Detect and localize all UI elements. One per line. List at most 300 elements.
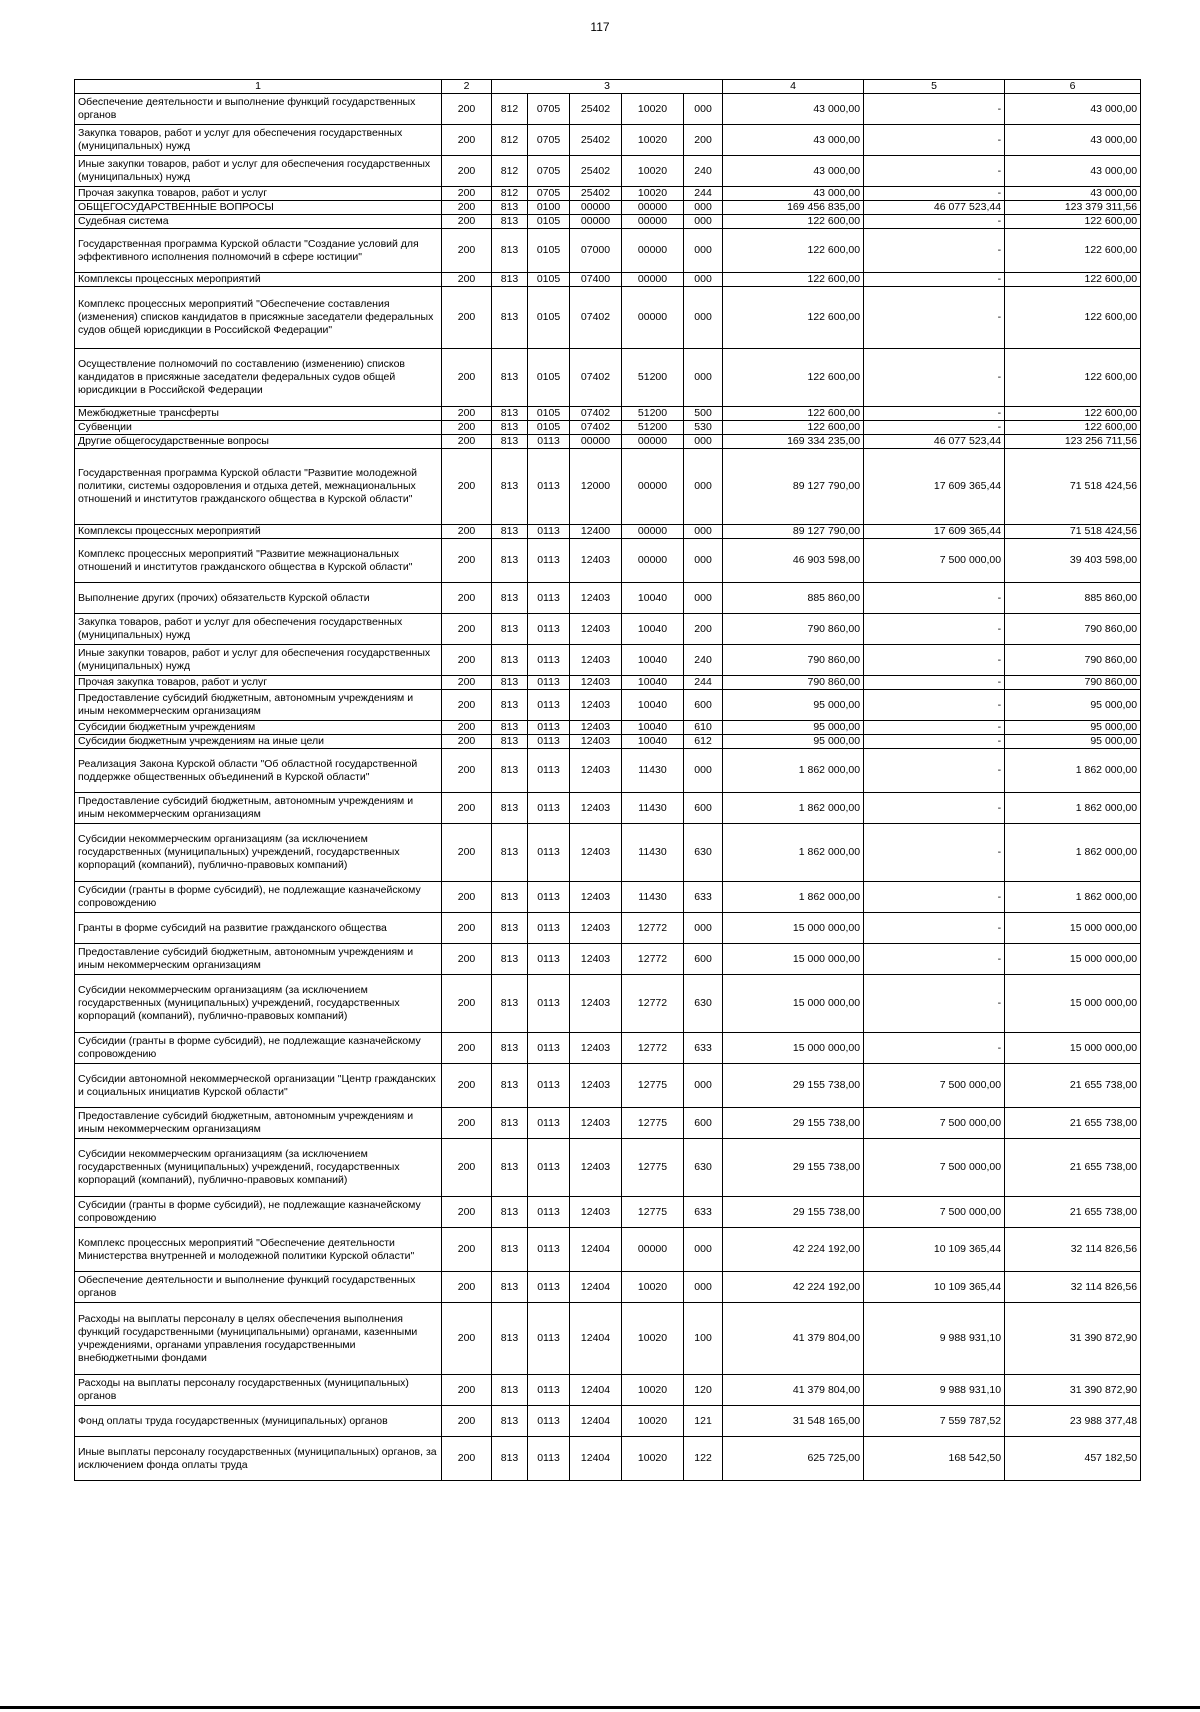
page-number: 117 — [590, 20, 610, 34]
value-col-5: - — [864, 882, 1005, 913]
code-direction: 10020 — [622, 125, 684, 156]
code-section: 0113 — [528, 1406, 570, 1437]
code-section: 0113 — [528, 1139, 570, 1197]
header-col-4: 4 — [723, 80, 864, 94]
row-name: Иные закупки товаров, работ и услуг для обеспечения государственных (муниципальных) нужд — [75, 645, 442, 676]
value-col-5: - — [864, 735, 1005, 749]
code-section: 0100 — [528, 201, 570, 215]
value-col-6: 123 256 711,56 — [1005, 435, 1141, 449]
code-admin: 200 — [442, 287, 492, 349]
row-name: Прочая закупка товаров, работ и услуг — [75, 187, 442, 201]
code-ministry: 813 — [492, 525, 528, 539]
table-row — [75, 913, 1141, 944]
code-direction: 10020 — [622, 1437, 684, 1481]
table-row — [75, 735, 1141, 749]
value-col-5: - — [864, 690, 1005, 721]
value-col-4: 122 600,00 — [723, 349, 864, 407]
table-row — [75, 215, 1141, 229]
header-row — [75, 80, 1141, 94]
value-col-6: 21 655 738,00 — [1005, 1064, 1141, 1108]
row-name: Расходы на выплаты персоналу государственных (муниципальных) органов — [75, 1375, 442, 1406]
value-col-5: - — [864, 94, 1005, 125]
code-program: 07402 — [570, 421, 622, 435]
value-col-6: 15 000 000,00 — [1005, 913, 1141, 944]
table-row — [75, 1108, 1141, 1139]
code-ministry: 812 — [492, 156, 528, 187]
code-expense-type: 244 — [684, 676, 723, 690]
table-row — [75, 690, 1141, 721]
value-col-5: - — [864, 156, 1005, 187]
value-col-4: 29 155 738,00 — [723, 1108, 864, 1139]
value-col-4: 42 224 192,00 — [723, 1228, 864, 1272]
code-expense-type: 244 — [684, 187, 723, 201]
code-ministry: 813 — [492, 421, 528, 435]
table-row — [75, 94, 1141, 125]
value-col-6: 31 390 872,90 — [1005, 1375, 1141, 1406]
table-row — [75, 1406, 1141, 1437]
value-col-6: 790 860,00 — [1005, 645, 1141, 676]
table-row — [75, 525, 1141, 539]
code-direction: 10020 — [622, 156, 684, 187]
value-col-5: - — [864, 583, 1005, 614]
code-admin: 200 — [442, 944, 492, 975]
table-row — [75, 583, 1141, 614]
code-direction: 00000 — [622, 215, 684, 229]
code-ministry: 813 — [492, 1406, 528, 1437]
value-col-6: 43 000,00 — [1005, 156, 1141, 187]
code-admin: 200 — [442, 676, 492, 690]
code-admin: 200 — [442, 449, 492, 525]
code-section: 0113 — [528, 1437, 570, 1481]
code-section: 0113 — [528, 525, 570, 539]
code-direction: 00000 — [622, 449, 684, 525]
table-row — [75, 435, 1141, 449]
code-section: 0705 — [528, 156, 570, 187]
code-expense-type: 000 — [684, 449, 723, 525]
code-direction: 12772 — [622, 975, 684, 1033]
row-name: Реализация Закона Курской области "Об областной государственной поддержке общественных объединений в Курской области" — [75, 749, 442, 793]
code-direction: 00000 — [622, 201, 684, 215]
value-col-6: 23 988 377,48 — [1005, 1406, 1141, 1437]
value-col-4: 122 600,00 — [723, 229, 864, 273]
code-section: 0113 — [528, 721, 570, 735]
code-program: 25402 — [570, 94, 622, 125]
code-admin: 200 — [442, 229, 492, 273]
row-name: Субсидии некоммерческим организациям (за исключением государственных (муниципальных) учреждений, государственных корпораций (компаний), публично-правовых компаний) — [75, 824, 442, 882]
code-program: 12403 — [570, 1197, 622, 1228]
value-col-4: 95 000,00 — [723, 735, 864, 749]
code-direction: 00000 — [622, 287, 684, 349]
value-col-5: - — [864, 749, 1005, 793]
table-row — [75, 1375, 1141, 1406]
code-admin: 200 — [442, 793, 492, 824]
code-expense-type: 000 — [684, 539, 723, 583]
value-col-6: 122 600,00 — [1005, 421, 1141, 435]
code-ministry: 813 — [492, 435, 528, 449]
value-col-6: 71 518 424,56 — [1005, 525, 1141, 539]
row-name: Осуществление полномочий по составлению (изменению) списков кандидатов в присяжные заседатели федеральных судов общей юрисдикции в Российской Федерации — [75, 349, 442, 407]
row-name: Субсидии бюджетным учреждениям на иные цели — [75, 735, 442, 749]
code-admin: 200 — [442, 539, 492, 583]
header-col-2: 2 — [442, 80, 492, 94]
row-name: Комплексы процессных мероприятий — [75, 273, 442, 287]
code-ministry: 813 — [492, 882, 528, 913]
value-col-4: 42 224 192,00 — [723, 1272, 864, 1303]
table-row — [75, 824, 1141, 882]
code-direction: 10040 — [622, 645, 684, 676]
value-col-6: 32 114 826,56 — [1005, 1272, 1141, 1303]
value-col-4: 29 155 738,00 — [723, 1197, 864, 1228]
code-ministry: 813 — [492, 229, 528, 273]
value-col-5: - — [864, 349, 1005, 407]
value-col-4: 43 000,00 — [723, 94, 864, 125]
value-col-5: 168 542,50 — [864, 1437, 1005, 1481]
value-col-4: 1 862 000,00 — [723, 793, 864, 824]
code-expense-type: 600 — [684, 944, 723, 975]
row-name: Комплекс процессных мероприятий "Обеспечение составления (изменения) списков кандидатов в присяжные заседатели федеральных судов общей юрисдикции в Российской Федерации" — [75, 287, 442, 349]
row-name: Предоставление субсидий бюджетным, автономным учреждениям и иным некоммерческим организациям — [75, 944, 442, 975]
code-program: 12403 — [570, 1139, 622, 1197]
code-direction: 00000 — [622, 525, 684, 539]
table-row — [75, 1033, 1141, 1064]
code-expense-type: 000 — [684, 349, 723, 407]
value-col-5: 9 988 931,10 — [864, 1375, 1005, 1406]
code-program: 12403 — [570, 690, 622, 721]
code-section: 0105 — [528, 273, 570, 287]
code-program: 25402 — [570, 125, 622, 156]
code-section: 0113 — [528, 1064, 570, 1108]
code-expense-type: 100 — [684, 1303, 723, 1375]
code-expense-type: 612 — [684, 735, 723, 749]
code-expense-type: 530 — [684, 421, 723, 435]
value-col-5: - — [864, 125, 1005, 156]
value-col-5: - — [864, 824, 1005, 882]
value-col-6: 21 655 738,00 — [1005, 1197, 1141, 1228]
code-section: 0113 — [528, 1033, 570, 1064]
code-section: 0113 — [528, 1108, 570, 1139]
table-row — [75, 407, 1141, 421]
row-name: Судебная система — [75, 215, 442, 229]
table-row — [75, 539, 1141, 583]
value-col-5: 10 109 365,44 — [864, 1272, 1005, 1303]
value-col-5: - — [864, 975, 1005, 1033]
value-col-5: - — [864, 421, 1005, 435]
code-section: 0113 — [528, 539, 570, 583]
code-program: 12403 — [570, 539, 622, 583]
code-section: 0113 — [528, 1272, 570, 1303]
value-col-6: 790 860,00 — [1005, 614, 1141, 645]
value-col-5: - — [864, 721, 1005, 735]
table-row — [75, 1303, 1141, 1375]
code-direction: 12775 — [622, 1064, 684, 1108]
code-ministry: 813 — [492, 690, 528, 721]
table-row — [75, 187, 1141, 201]
table-row — [75, 1272, 1141, 1303]
table-row — [75, 975, 1141, 1033]
code-admin: 200 — [442, 421, 492, 435]
code-ministry: 813 — [492, 583, 528, 614]
value-col-4: 15 000 000,00 — [723, 944, 864, 975]
code-ministry: 813 — [492, 975, 528, 1033]
code-section: 0105 — [528, 215, 570, 229]
code-ministry: 813 — [492, 1033, 528, 1064]
code-admin: 200 — [442, 1437, 492, 1481]
table-row — [75, 156, 1141, 187]
value-col-5: 9 988 931,10 — [864, 1303, 1005, 1375]
value-col-6: 123 379 311,56 — [1005, 201, 1141, 215]
code-program: 25402 — [570, 156, 622, 187]
code-admin: 200 — [442, 215, 492, 229]
code-ministry: 813 — [492, 273, 528, 287]
code-direction: 10040 — [622, 690, 684, 721]
value-col-6: 457 182,50 — [1005, 1437, 1141, 1481]
code-admin: 200 — [442, 1139, 492, 1197]
value-col-6: 122 600,00 — [1005, 407, 1141, 421]
code-program: 07402 — [570, 287, 622, 349]
code-section: 0113 — [528, 690, 570, 721]
code-admin: 200 — [442, 1406, 492, 1437]
code-section: 0105 — [528, 421, 570, 435]
row-name: Фонд оплаты труда государственных (муниципальных) органов — [75, 1406, 442, 1437]
code-expense-type: 000 — [684, 583, 723, 614]
code-admin: 200 — [442, 273, 492, 287]
value-col-4: 1 862 000,00 — [723, 824, 864, 882]
value-col-5: - — [864, 1033, 1005, 1064]
row-name: Предоставление субсидий бюджетным, автономным учреждениям и иным некоммерческим организациям — [75, 690, 442, 721]
code-admin: 200 — [442, 824, 492, 882]
value-col-4: 885 860,00 — [723, 583, 864, 614]
code-admin: 200 — [442, 690, 492, 721]
row-name: Выполнение других (прочих) обязательств Курской области — [75, 583, 442, 614]
code-direction: 12772 — [622, 1033, 684, 1064]
row-name: Иные выплаты персоналу государственных (муниципальных) органов, за исключением фонда оплаты труда — [75, 1437, 442, 1481]
value-col-4: 29 155 738,00 — [723, 1064, 864, 1108]
value-col-4: 95 000,00 — [723, 690, 864, 721]
code-direction: 10040 — [622, 614, 684, 645]
value-col-4: 122 600,00 — [723, 407, 864, 421]
code-section: 0105 — [528, 287, 570, 349]
code-section: 0113 — [528, 1375, 570, 1406]
code-ministry: 813 — [492, 1272, 528, 1303]
code-program: 12000 — [570, 449, 622, 525]
table-row — [75, 349, 1141, 407]
code-ministry: 813 — [492, 749, 528, 793]
code-section: 0705 — [528, 125, 570, 156]
code-program: 07400 — [570, 273, 622, 287]
code-program: 07402 — [570, 349, 622, 407]
code-direction: 10040 — [622, 676, 684, 690]
table-row — [75, 421, 1141, 435]
code-expense-type: 000 — [684, 94, 723, 125]
table-row — [75, 273, 1141, 287]
code-section: 0105 — [528, 407, 570, 421]
code-admin: 200 — [442, 125, 492, 156]
value-col-5: 10 109 365,44 — [864, 1228, 1005, 1272]
row-name: Обеспечение деятельности и выполнение функций государственных органов — [75, 94, 442, 125]
row-name: Государственная программа Курской области "Создание условий для эффективного исполнения полномочий в сфере юстиции" — [75, 229, 442, 273]
code-direction: 00000 — [622, 229, 684, 273]
row-name: Прочая закупка товаров, работ и услуг — [75, 676, 442, 690]
table-row — [75, 1064, 1141, 1108]
table-row — [75, 944, 1141, 975]
code-expense-type: 000 — [684, 1064, 723, 1108]
code-expense-type: 600 — [684, 793, 723, 824]
code-direction: 00000 — [622, 273, 684, 287]
value-col-4: 41 379 804,00 — [723, 1375, 864, 1406]
code-admin: 200 — [442, 1375, 492, 1406]
value-col-4: 169 456 835,00 — [723, 201, 864, 215]
code-direction: 00000 — [622, 435, 684, 449]
code-ministry: 813 — [492, 824, 528, 882]
code-expense-type: 633 — [684, 882, 723, 913]
code-expense-type: 122 — [684, 1437, 723, 1481]
row-name: Субсидии некоммерческим организациям (за исключением государственных (муниципальных) учреждений, государственных корпораций (компаний), публично-правовых компаний) — [75, 975, 442, 1033]
code-admin: 200 — [442, 975, 492, 1033]
row-name: Обеспечение деятельности и выполнение функций государственных органов — [75, 1272, 442, 1303]
value-col-4: 122 600,00 — [723, 287, 864, 349]
code-admin: 200 — [442, 1033, 492, 1064]
value-col-5: 7 500 000,00 — [864, 1139, 1005, 1197]
code-expense-type: 200 — [684, 614, 723, 645]
code-admin: 200 — [442, 1108, 492, 1139]
code-program: 12403 — [570, 944, 622, 975]
value-col-5: - — [864, 273, 1005, 287]
code-direction: 51200 — [622, 349, 684, 407]
table-row — [75, 1139, 1141, 1197]
code-ministry: 812 — [492, 187, 528, 201]
code-program: 00000 — [570, 201, 622, 215]
code-expense-type: 600 — [684, 1108, 723, 1139]
code-ministry: 813 — [492, 215, 528, 229]
value-col-5: - — [864, 287, 1005, 349]
value-col-5: - — [864, 614, 1005, 645]
value-col-6: 95 000,00 — [1005, 721, 1141, 735]
code-ministry: 812 — [492, 125, 528, 156]
code-program: 12403 — [570, 721, 622, 735]
code-section: 0113 — [528, 614, 570, 645]
code-ministry: 813 — [492, 913, 528, 944]
code-program: 12403 — [570, 614, 622, 645]
code-ministry: 813 — [492, 1375, 528, 1406]
code-ministry: 813 — [492, 1064, 528, 1108]
code-program: 12403 — [570, 735, 622, 749]
code-ministry: 813 — [492, 1197, 528, 1228]
value-col-5: 7 500 000,00 — [864, 539, 1005, 583]
code-direction: 00000 — [622, 539, 684, 583]
code-expense-type: 000 — [684, 229, 723, 273]
value-col-5: - — [864, 187, 1005, 201]
code-program: 12403 — [570, 1108, 622, 1139]
row-name: Субсидии некоммерческим организациям (за исключением государственных (муниципальных) учреждений, государственных корпораций (компаний), публично-правовых компаний) — [75, 1139, 442, 1197]
value-col-4: 95 000,00 — [723, 721, 864, 735]
code-expense-type: 240 — [684, 645, 723, 676]
code-ministry: 813 — [492, 1437, 528, 1481]
code-program: 00000 — [570, 435, 622, 449]
value-col-4: 122 600,00 — [723, 273, 864, 287]
code-expense-type: 000 — [684, 287, 723, 349]
code-ministry: 813 — [492, 449, 528, 525]
code-program: 12403 — [570, 749, 622, 793]
code-admin: 200 — [442, 882, 492, 913]
table-row — [75, 721, 1141, 735]
row-name: Закупка товаров, работ и услуг для обеспечения государственных (муниципальных) нужд — [75, 125, 442, 156]
code-program: 12400 — [570, 525, 622, 539]
code-admin: 200 — [442, 1272, 492, 1303]
code-program: 07000 — [570, 229, 622, 273]
value-col-6: 21 655 738,00 — [1005, 1139, 1141, 1197]
table-row — [75, 229, 1141, 273]
code-admin: 200 — [442, 583, 492, 614]
code-direction: 11430 — [622, 749, 684, 793]
value-col-6: 15 000 000,00 — [1005, 1033, 1141, 1064]
code-direction: 00000 — [622, 1228, 684, 1272]
header-col-3: 3 — [492, 80, 723, 94]
code-admin: 200 — [442, 407, 492, 421]
code-program: 00000 — [570, 215, 622, 229]
value-col-6: 1 862 000,00 — [1005, 882, 1141, 913]
value-col-5: 7 500 000,00 — [864, 1197, 1005, 1228]
code-direction: 10020 — [622, 1375, 684, 1406]
code-expense-type: 000 — [684, 435, 723, 449]
code-admin: 200 — [442, 435, 492, 449]
table-row — [75, 1228, 1141, 1272]
code-expense-type: 000 — [684, 215, 723, 229]
table-row — [75, 882, 1141, 913]
code-section: 0705 — [528, 94, 570, 125]
value-col-4: 89 127 790,00 — [723, 449, 864, 525]
value-col-4: 790 860,00 — [723, 614, 864, 645]
value-col-5: - — [864, 913, 1005, 944]
code-program: 12404 — [570, 1303, 622, 1375]
table-row — [75, 676, 1141, 690]
value-col-6: 122 600,00 — [1005, 215, 1141, 229]
code-expense-type: 120 — [684, 1375, 723, 1406]
value-col-6: 15 000 000,00 — [1005, 975, 1141, 1033]
code-program: 12403 — [570, 793, 622, 824]
code-section: 0113 — [528, 435, 570, 449]
budget-table — [74, 79, 1141, 1481]
code-direction: 10040 — [622, 735, 684, 749]
row-name: Субсидии автономной некоммерческой организации "Центр гражданских и социальных инициатив Курской области" — [75, 1064, 442, 1108]
code-direction: 12772 — [622, 913, 684, 944]
value-col-6: 1 862 000,00 — [1005, 824, 1141, 882]
code-admin: 200 — [442, 913, 492, 944]
code-expense-type: 630 — [684, 975, 723, 1033]
value-col-5: - — [864, 645, 1005, 676]
value-col-5: - — [864, 229, 1005, 273]
code-section: 0105 — [528, 349, 570, 407]
value-col-4: 15 000 000,00 — [723, 1033, 864, 1064]
code-admin: 200 — [442, 156, 492, 187]
code-ministry: 813 — [492, 1139, 528, 1197]
header-col-6: 6 — [1005, 80, 1141, 94]
value-col-5: 7 500 000,00 — [864, 1108, 1005, 1139]
table-body — [75, 94, 1141, 1481]
value-col-4: 41 379 804,00 — [723, 1303, 864, 1375]
value-col-5: 7 500 000,00 — [864, 1064, 1005, 1108]
code-section: 0113 — [528, 882, 570, 913]
code-direction: 11430 — [622, 882, 684, 913]
value-col-5: 46 077 523,44 — [864, 201, 1005, 215]
value-col-5: - — [864, 676, 1005, 690]
code-admin: 200 — [442, 1197, 492, 1228]
code-ministry: 813 — [492, 793, 528, 824]
code-ministry: 813 — [492, 676, 528, 690]
header-col-5: 5 — [864, 80, 1005, 94]
code-section: 0113 — [528, 975, 570, 1033]
value-col-6: 32 114 826,56 — [1005, 1228, 1141, 1272]
code-admin: 200 — [442, 349, 492, 407]
